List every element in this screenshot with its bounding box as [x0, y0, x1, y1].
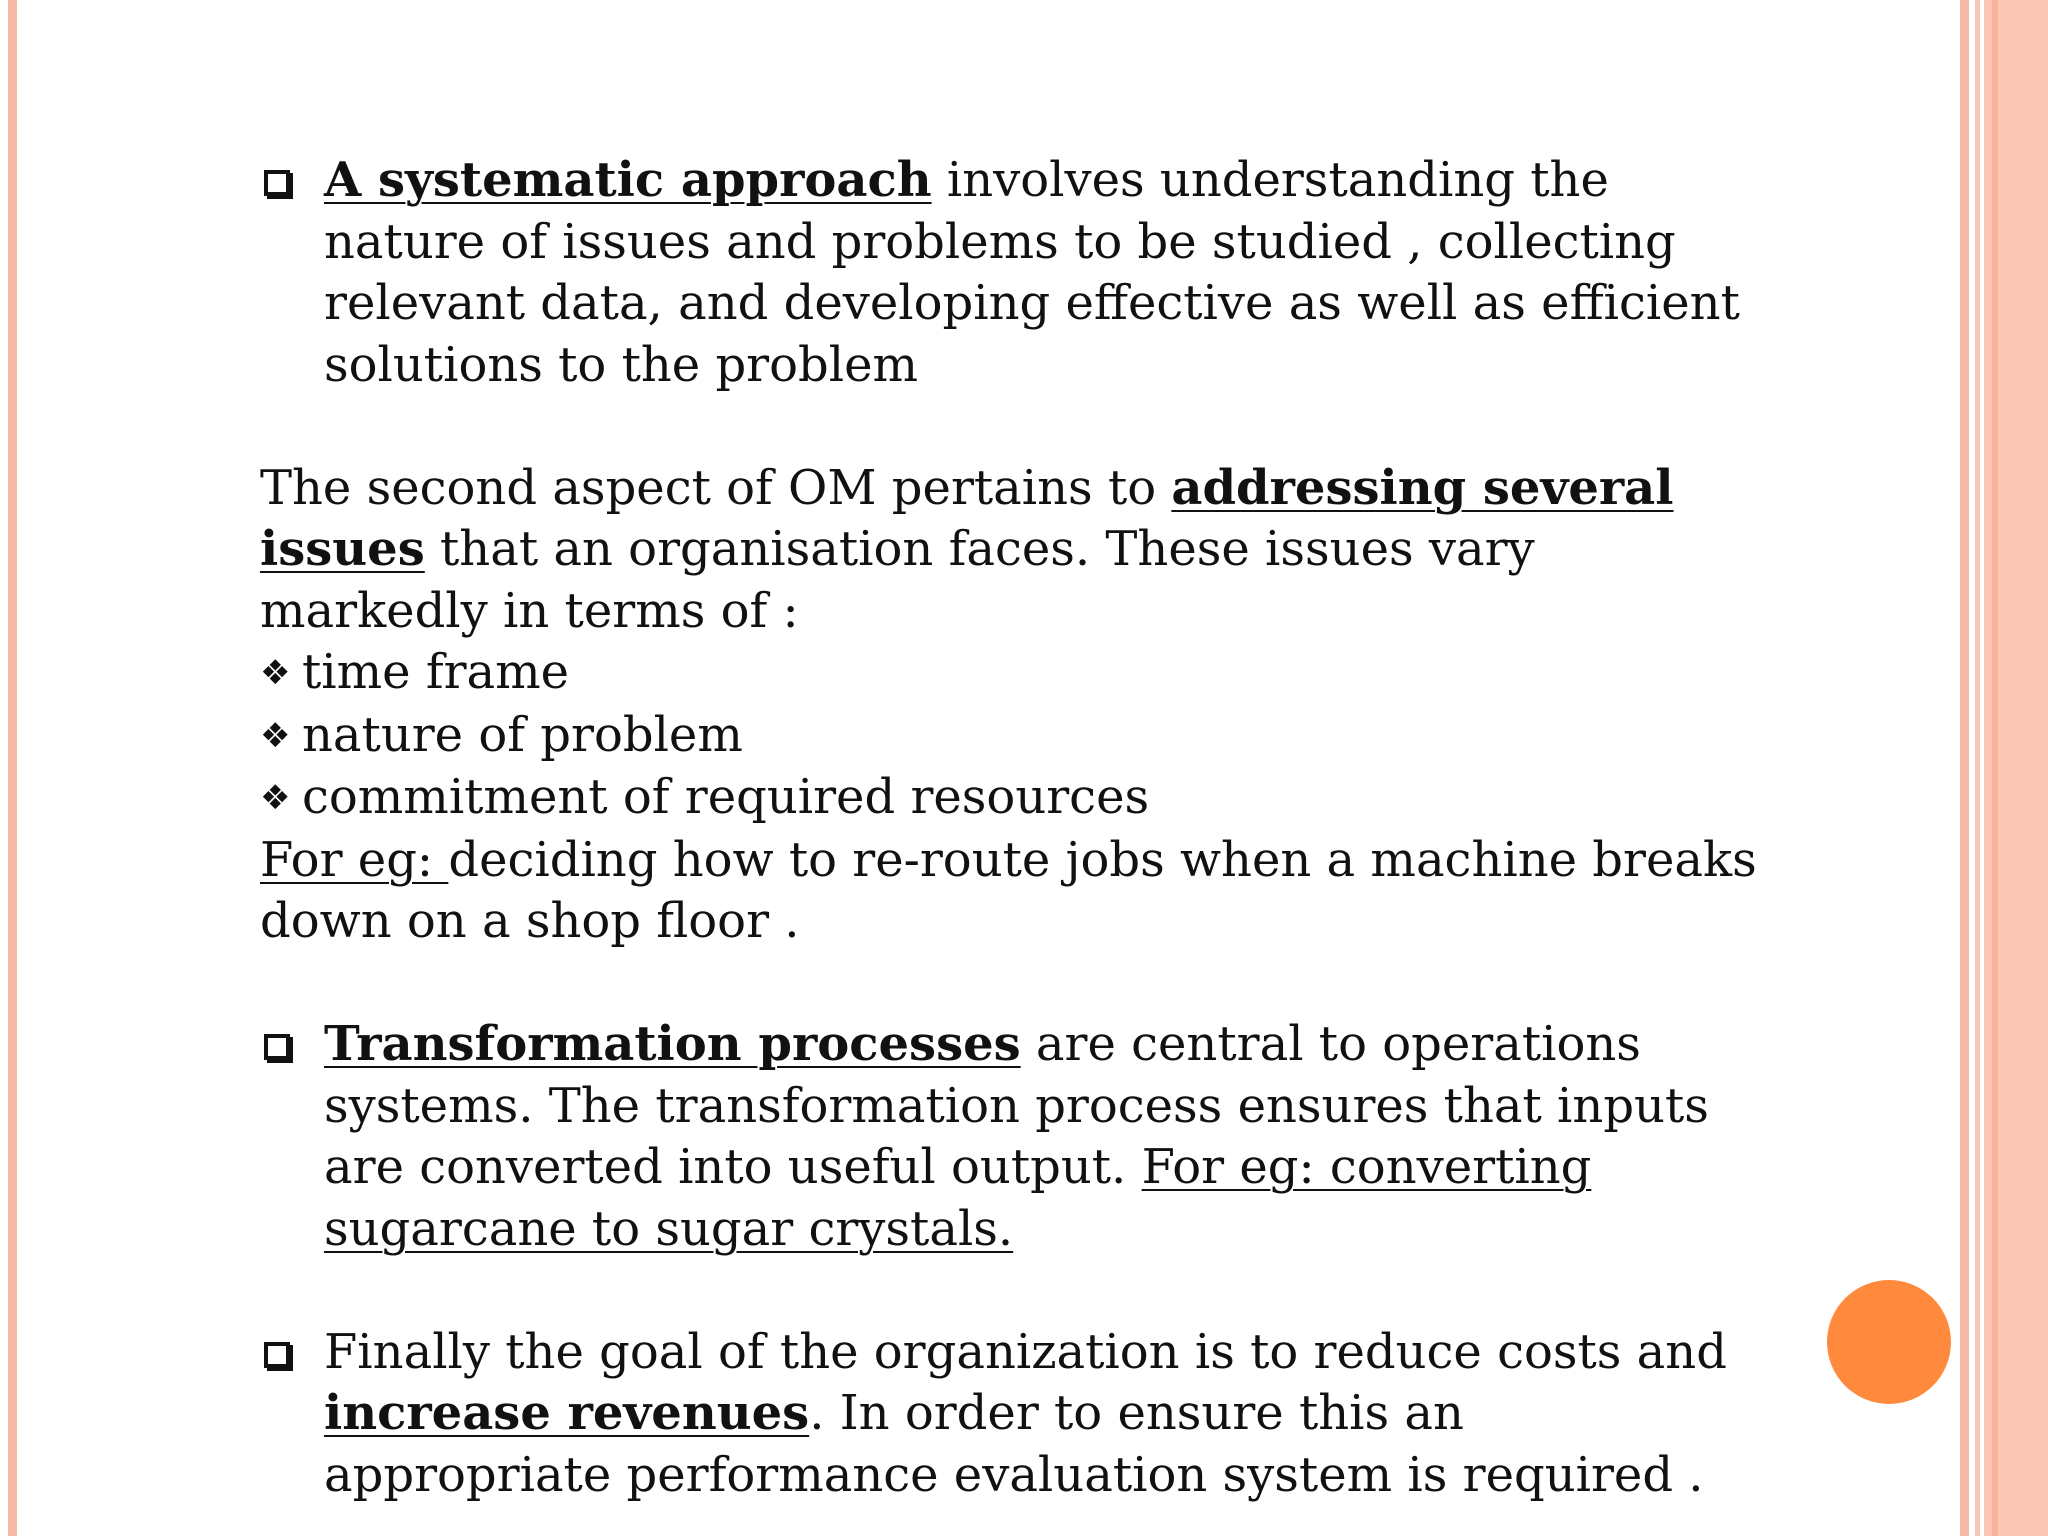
paragraph-systematic-approach [260, 150, 1760, 396]
diamond-bullet-icon: ❖ [260, 715, 291, 756]
issue-list-item: ❖ nature of problem [260, 705, 1760, 768]
term-increase-revenues: increase revenues [324, 1385, 810, 1441]
right-border-stripe [1960, 0, 1969, 1536]
paragraph-text: that an organisation faces. These issues vary markedly in terms of : [260, 521, 1535, 639]
example-text: For eg: converting sugarcane to sugar crystals. [324, 1139, 1592, 1257]
paragraph-second-aspect [260, 458, 1760, 643]
paragraph-text: involves understanding the nature of issues and problems to be studied , collecting relevant data, and developing effective as well as efficient solutions to the problem [324, 152, 1740, 393]
term-systematic-approach: A systematic approach [324, 152, 932, 208]
right-border-stripe-thin [1975, 0, 1980, 1536]
paragraph-goal [260, 1322, 1760, 1507]
example-label: For eg: [260, 831, 449, 888]
orange-circle-decoration [1827, 1280, 1951, 1404]
diamond-bullet-icon: ❖ [260, 778, 291, 818]
square-bullet-icon [264, 1342, 290, 1368]
paragraph-text: are central to operations systems. The transformation process ensures that inputs are converted into useful output. [324, 1016, 1709, 1195]
example-text: deciding how to re-route jobs when a machine breaks down on a shop floor . [260, 831, 1757, 949]
square-bullet-icon [264, 1034, 290, 1060]
right-border-band [1984, 0, 2048, 1536]
right-border-band-line [1992, 0, 1998, 1536]
slide-content [260, 150, 1760, 1506]
issue-list-item: ❖ time frame [260, 642, 1760, 705]
paragraph-text: Finally the goal of the organization is to reduce costs and [324, 1323, 1727, 1380]
diamond-bullet-icon: ❖ [260, 653, 291, 693]
term-addressing-issues: addressing several issues [260, 459, 1674, 577]
paragraph-text: The second aspect of OM pertains to [260, 459, 1172, 516]
paragraph-text: . In order to ensure this an appropriate performance evaluation system is required . [324, 1385, 1704, 1503]
square-bullet-icon [264, 170, 290, 196]
term-transformation-processes: Transformation processes [324, 1016, 1021, 1072]
issue-list-item: ❖ commitment of required resources [260, 767, 1760, 830]
left-border-stripe [8, 0, 17, 1536]
paragraph-example [260, 830, 1760, 953]
paragraph-transformation [260, 1014, 1760, 1260]
